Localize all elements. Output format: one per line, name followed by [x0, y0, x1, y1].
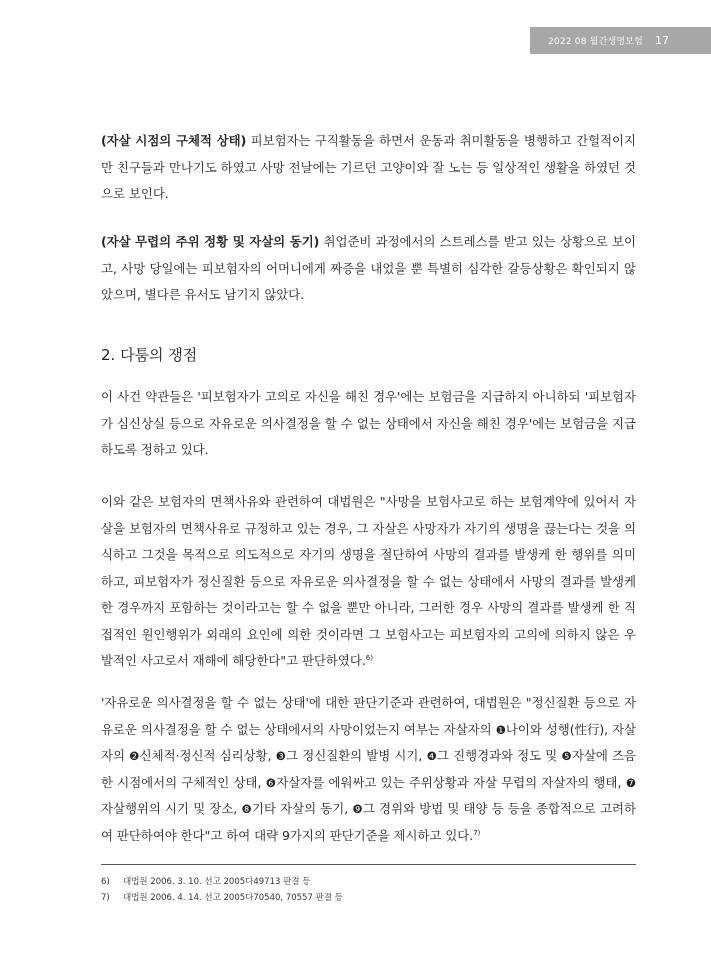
criterion-text: 자살에 즈음한 시점에서의 구체적인 상태,: [101, 748, 637, 790]
criterion-text: 자살행위의 시기 및 장소,: [101, 801, 242, 816]
criterion-marker: ❽: [241, 802, 253, 816]
paragraph-text: 피보험자는 구직활동을 하면서 운동과 취미활동을 병행하고 간헐적이지만 친구들과 만나기도 하였고 사망 전날에는 기르던 고양이와 잘 노는 등 일상적인 생활을 하였던 것으로 보인다.: [101, 133, 636, 201]
paragraph-label: (자살 시점의 구체적 상태): [101, 133, 247, 148]
paragraph-text: 이와 같은 보험자의 면책사유와 관련하여 대법원은 "사망을 보험사고로 하는 보험계약에 있어서 자살을 보험자의 면책사유로 규정하고 있는 경우, 그 자살은 사망자가 자기의 생명을 끊는다는 것을 의식하고 그것을 목적으로 의도적으로 자기의 생명을 절단하여 사망의 결과를 발생케 한 행위를 의미하고, 피보험자가 정신질환 등으로 자유로운 의사결정을 할 수 없는 상태에서 사망의 결과를 발생케 한 경우까지 포함하는 것이라고는 할 수 없을 뿐만 아니라, 그러한 경우 사망의 결과를 발생케 한 직접적인 원인행위가 외래의 요인에 의한 것이라면 그 보험사고는 피보험자의 고의에 의하지 않은 우발적인 사고로서 재해에 해당한다"고 판단하였다.: [101, 494, 636, 668]
criteria-list: [101, 722, 636, 843]
footnote-text: 대법원 2006. 4. 14. 선고 2005다70540, 70557 판결 등: [123, 893, 343, 903]
paragraph-judgment-criteria: [101, 690, 636, 849]
paragraph-suicide-motive: [101, 229, 636, 309]
criterion-marker: ❻: [265, 775, 277, 790]
criterion-marker: ❸: [275, 749, 287, 763]
paragraph-policy-terms: 이 사건 약관들은 '피보험자가 고의로 자신을 해친 경우'에는 보험금을 지급하지 아니하되 '피보험자가 심신상실 등으로 자유로운 의사결정을 할 수 없는 상태에서 자신을 해친 경우'에는 보험금을 지급하도록 정하고 있다.: [101, 389, 636, 457]
paragraph-text: 취업준비 과정에서의 스트레스를 받고 있는 상황으로 보이고, 사망 당일에는 피보험자의 어머니에게 짜증을 내었을 뿐 특별히 심각한 갈등상황은 확인되지 않았으며, 별다른 유서도 남기지 않았다.: [101, 234, 636, 302]
criterion-text: 그 경위와 방법 및 태양 등 등을 종합적으로 고려하여 판단하여야 한다"고 하여 대략 9가지의 판단기준을 제시하고 있다.: [101, 801, 636, 843]
criterion-text: 신체적·정신적 심리상황,: [139, 748, 276, 763]
footnote-divider: [101, 864, 636, 865]
criterion-text: 기타 자살의 동기,: [252, 801, 353, 816]
criterion-marker: ❶: [495, 722, 506, 737]
criterion-marker: ❾: [352, 802, 363, 816]
paragraph-suicide-state: [101, 128, 636, 208]
page-header: [530, 27, 711, 54]
paragraph-intro: '자유로운 의사결정을 할 수 없는 상태'에 대한 판단기준과 관련하여, 대법원은 "정신질환 등으로 자유로운 의사결정을 할 수 없는 상태에서의 사망이었는지 여부는 자살자의: [101, 695, 636, 737]
criterion-marker: ❷: [129, 749, 140, 763]
criterion-text: 나이와 성행(性行), 자살자의: [101, 721, 637, 763]
paragraph-label: (자살 무렵의 주위 정황 및 자살의 동기): [101, 234, 320, 249]
criterion-text: 그 정신질환의 발병 시기,: [286, 748, 427, 763]
footnotes: [101, 874, 636, 906]
paragraph-court-ruling: [101, 489, 636, 675]
section-heading: 2. 다툼의 쟁점: [101, 346, 198, 364]
footnote-item: [101, 890, 636, 906]
criterion-text: 그 진행경과와 정도 및: [437, 748, 562, 763]
criterion-marker: ❼: [625, 775, 637, 790]
criterion-marker: ❺: [561, 749, 572, 763]
footnote-number: 7): [101, 893, 110, 903]
page-number: 17: [655, 34, 670, 47]
criterion-text: 자살자를 에워싸고 있는 주위상황과 자살 무렵의 자살자의 행태,: [276, 774, 626, 790]
footnote-item: [101, 874, 636, 890]
footnote-text: 대법원 2006. 3. 10. 선고 2005다49713 판결 등: [123, 877, 311, 887]
criterion-marker: ❹: [426, 749, 438, 763]
footnote-ref: 6): [365, 653, 373, 662]
publication-title: 2022 08 월간생명보험: [548, 37, 644, 47]
footnote-ref: 7): [473, 828, 481, 837]
footnote-number: 6): [101, 877, 110, 887]
